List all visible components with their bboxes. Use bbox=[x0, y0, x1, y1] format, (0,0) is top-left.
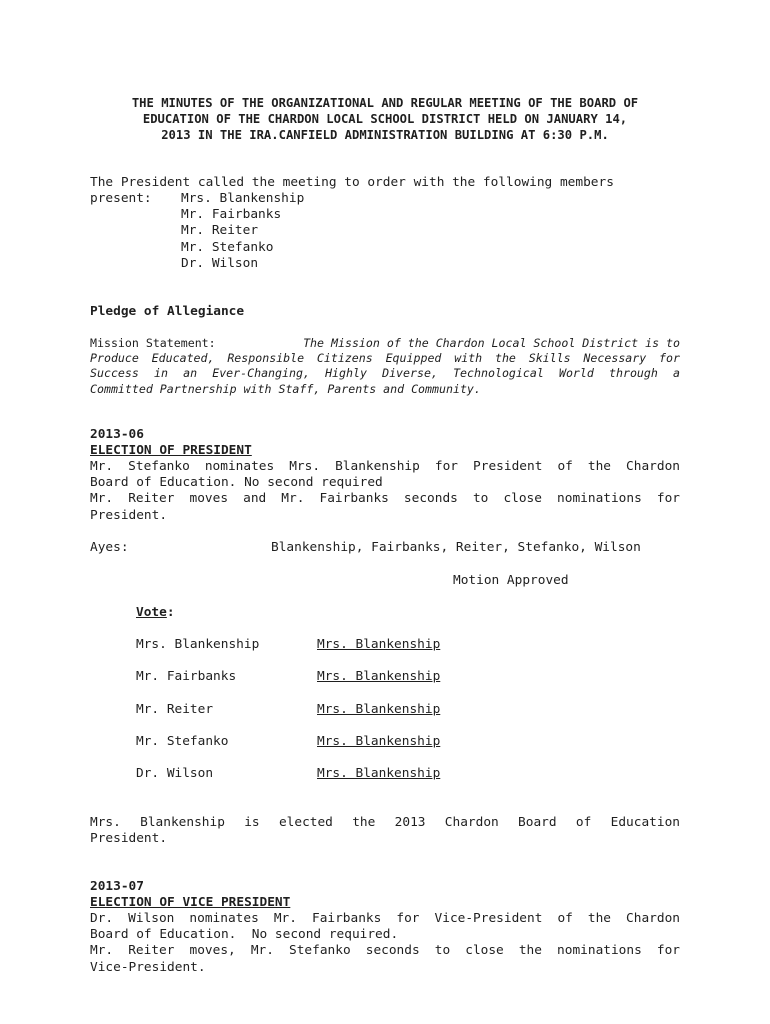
section-body bbox=[90, 911, 680, 976]
section-heading: ELECTION OF PRESIDENT bbox=[90, 443, 252, 458]
body-line: Board of Education. No second required bbox=[90, 475, 383, 491]
vote-member: Dr. Wilson bbox=[136, 766, 214, 781]
mission-text-2: Produce Educated, Responsible Citizens Equipped with the Skills Necessary for bbox=[90, 351, 680, 366]
member-item: Mr. Stefanko bbox=[181, 239, 274, 255]
vote-choice: Mrs. Blankenship bbox=[317, 637, 441, 652]
vote-member: Mr. Fairbanks bbox=[136, 669, 237, 684]
vote-choice: Mrs. Blankenship bbox=[317, 702, 441, 717]
title-line-3: 2013 IN THE IRA.CANFIELD ADMINISTRATION BUILDING AT 6:30 P.M. bbox=[161, 128, 609, 142]
ayes-value: Blankenship, Fairbanks, Reiter, Stefanko, Wilson bbox=[271, 540, 641, 555]
title-line-1: THE MINUTES OF THE ORGANIZATIONAL AND REGULAR MEETING OF THE BOARD OF bbox=[131, 96, 639, 110]
vote-heading bbox=[136, 605, 175, 621]
vote-member: Mr. Reiter bbox=[136, 702, 214, 717]
mission-label: Mission Statement: bbox=[90, 336, 216, 350]
result-line-2: President. bbox=[90, 831, 168, 847]
vote-colon: : bbox=[166, 605, 175, 620]
body-line: Mr. Stefanko nominates Mrs. Blankenship for President of the Chardon bbox=[90, 459, 680, 474]
mission-statement bbox=[90, 336, 680, 397]
result-line-1: Mrs. Blankenship is elected the 2013 Chardon Board of Education bbox=[90, 815, 680, 830]
body-line: Dr. Wilson nominates Mr. Fairbanks for Vice-President of the Chardon bbox=[90, 911, 680, 926]
body-line: President. bbox=[90, 507, 168, 523]
body-line: Vice-President. bbox=[90, 959, 206, 975]
body-line: Mr. Reiter moves, Mr. Stefanko seconds to close the nominations for bbox=[90, 943, 680, 959]
title-line-2: EDUCATION OF THE CHARDON LOCAL SCHOOL DISTRICT HELD ON JANUARY 14, bbox=[142, 112, 628, 126]
vote-member: Mrs. Blankenship bbox=[136, 637, 260, 652]
roll-call-intro-line-1: The President called the meeting to order with the following members bbox=[90, 175, 614, 190]
section-body bbox=[90, 459, 680, 524]
section-number: 2013-07 bbox=[90, 879, 144, 894]
mission-text-3: Success in an Ever-Changing, Highly Diverse, Technological World through a bbox=[90, 366, 680, 381]
section-number: 2013-06 bbox=[90, 427, 144, 442]
body-line: Board of Education. No second required. bbox=[90, 927, 399, 943]
body-line: Mr. Reiter moves and Mr. Fairbanks seconds to close nominations for bbox=[90, 491, 680, 507]
document-title bbox=[92, 95, 678, 143]
mission-text-4: Committed Partnership with Staff, Parents and Community. bbox=[90, 381, 481, 396]
mission-line-1 bbox=[90, 336, 680, 351]
member-item: Mrs. Blankenship bbox=[181, 191, 305, 206]
mission-text-1: The Mission of the Chardon Local School District is to bbox=[303, 336, 680, 350]
members-list bbox=[181, 191, 304, 272]
ayes-label: Ayes: bbox=[90, 540, 129, 555]
election-result bbox=[90, 815, 680, 847]
vote-choice: Mrs. Blankenship bbox=[317, 669, 441, 684]
vote-choice: Mrs. Blankenship bbox=[317, 734, 441, 749]
motion-status: Motion Approved bbox=[453, 573, 569, 588]
roll-call bbox=[90, 175, 680, 207]
vote-label: Vote bbox=[136, 605, 167, 620]
section-heading: ELECTION OF VICE PRESIDENT bbox=[90, 895, 291, 910]
member-item: Mr. Reiter bbox=[181, 223, 259, 239]
roll-call-intro-line-2: present: bbox=[90, 191, 152, 207]
member-item: Mr. Fairbanks bbox=[181, 207, 282, 223]
member-item: Dr. Wilson bbox=[181, 255, 259, 271]
pledge-heading: Pledge of Allegiance bbox=[90, 304, 245, 319]
vote-member: Mr. Stefanko bbox=[136, 734, 229, 749]
vote-choice: Mrs. Blankenship bbox=[317, 766, 441, 781]
